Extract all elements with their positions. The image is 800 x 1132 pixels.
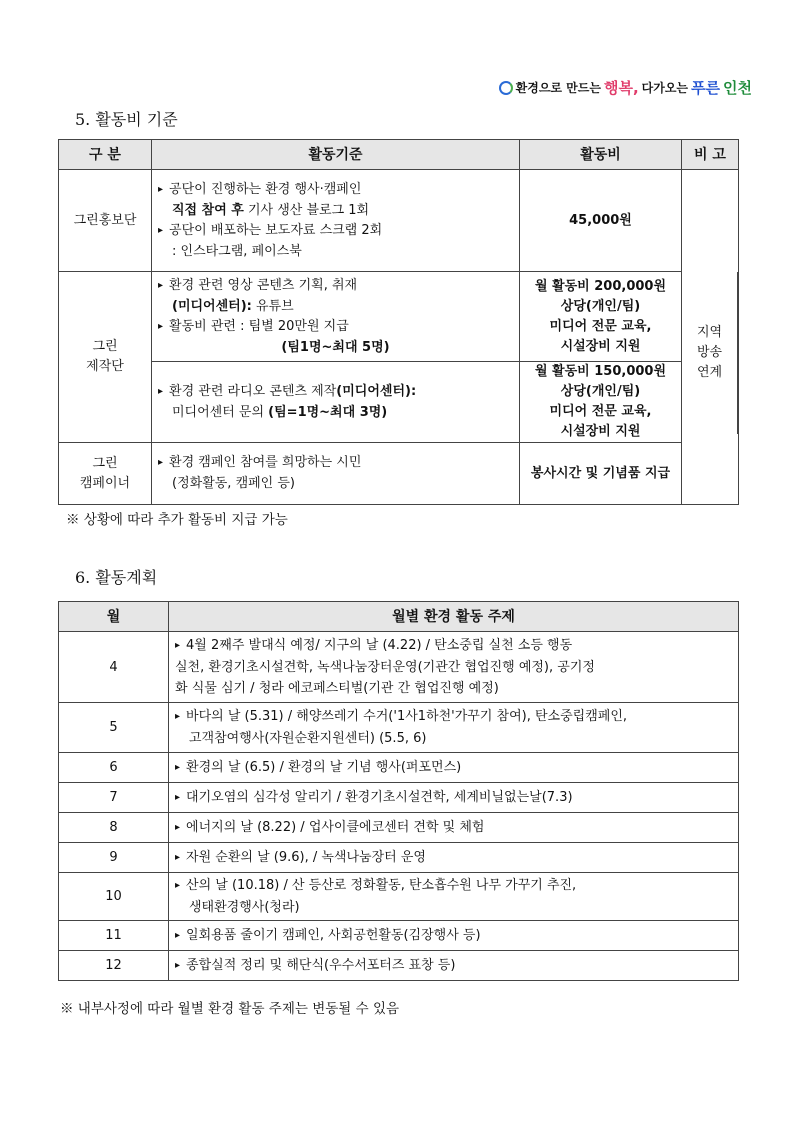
table-row: 6 ▸ 환경의 날 (6.5) / 환경의 날 기념 행사(퍼포먼스) [59, 753, 739, 783]
category-green-camp: 그린 캠페이너 [59, 443, 152, 505]
fee-green-camp: 봉사시간 및 기념품 지급 [520, 443, 682, 505]
header-topic: 월별 환경 활동 주제 [169, 602, 739, 632]
logo-blue: 푸른 [691, 79, 721, 97]
header-criteria: 활동기준 [152, 140, 520, 170]
table-row: 7 ▸ 대기오염의 심각성 알리기 / 환경기초시설견학, 세계비닐없는날(7.3) [59, 783, 739, 813]
table-row: 12 ▸ 종합실적 정리 및 해단식(우수서포터즈 표창 등) [59, 951, 739, 981]
section6-title: 6. 활동계획 [75, 568, 158, 587]
table-row: 9 ▸ 자원 순환의 날 (9.6), / 녹색나눔장터 운영 [59, 843, 739, 873]
section5-title: 5. 활동비 기준 [75, 110, 178, 129]
logo-pre: 환경으로 만드는 [515, 81, 601, 95]
logo-icon [499, 81, 513, 95]
criteria-green-prod-radio: ▸ 환경 관련 라디오 콘텐츠 제작(미디어센터): 미디어센터 문의 (팀=1명~최대 3명) [152, 362, 520, 443]
criteria-green-camp: ▸ 환경 캠페인 참여를 희망하는 시민 (정화활동, 캠페인 등) [152, 443, 520, 505]
section5-note: ※ 상황에 따라 추가 활동비 지급 가능 [66, 512, 288, 528]
criteria-green-prod-video: ▸ 환경 관련 영상 콘텐츠 기획, 취재 (미디어센터): 유튜브 ▸ 활동비 관련 : 팀별 20만원 지급 (팀1명~최대 5명) [152, 272, 520, 362]
fee-green-prod-radio: 월 활동비 150,000원 상당(개인/팀) 미디어 전문 교육, 시설장비 지원 [520, 362, 682, 443]
header-category: 구 분 [59, 140, 152, 170]
list-item: : 인스타그램, 페이스북 [172, 243, 302, 259]
header-remark: 비 고 [682, 140, 739, 170]
logo-mid: 다가오는 [641, 81, 689, 95]
logo-green: 인천 [723, 79, 752, 97]
remark-local-broadcast: 지역 방송 연계 [681, 272, 738, 434]
criteria-green-pr [152, 170, 520, 272]
table-row [59, 272, 739, 362]
table-row [59, 170, 739, 272]
list-item: ▸ 공단이 배포하는 보도자료 스크랩 2회 [158, 221, 513, 242]
table-row: 11 ▸ 일회용품 줄이기 캠페인, 사회공헌활동(김장행사 등) [59, 921, 739, 951]
table-row: 4 ▸ 4월 2째주 발대식 예정/ 지구의 날 (4.22) / 탄소중립 실천 소등 행동 실천, 환경기초시설견학, 녹색나눔장터운영(기관간 협업진행 예정), 공기정 화 식물 심기 / 청라 에코페스티벌(기관 간 협업진행 예정) [59, 632, 739, 703]
plan-table [58, 601, 739, 981]
table-row: 8 ▸ 에너지의 날 (8.22) / 업사이클에코센터 견학 및 체험 [59, 813, 739, 843]
table-row: 10 ▸ 산의 날 (10.18) / 산 등산로 정화활동, 탄소흡수원 나무 가꾸기 추진, 생태환경행사(청라) [59, 873, 739, 921]
table-row [59, 443, 739, 505]
list-item: 직접 참여 후 기사 생산 블로그 1회 [172, 202, 370, 218]
header-month: 월 [59, 602, 169, 632]
fee-table [58, 139, 739, 505]
list-item: ▸ 공단이 진행하는 환경 행사·캠페인 [158, 180, 513, 201]
slogan-logo [499, 77, 752, 98]
fee-green-prod-video: 월 활동비 200,000원 상당(개인/팀) 미디어 전문 교육, 시설장비 지원 [520, 272, 682, 362]
category-green-prod: 그린 제작단 [59, 272, 152, 443]
fee-green-pr: 45,000원 [520, 170, 682, 272]
header-fee: 활동비 [520, 140, 682, 170]
section6-note: ※ 내부사정에 따라 월별 환경 활동 주제는 변동될 수 있음 [60, 1001, 400, 1017]
logo-happy: 행복, [603, 79, 639, 97]
category-green-pr: 그린홍보단 [59, 170, 152, 272]
table-row [59, 362, 739, 443]
table-row: 5 ▸ 바다의 날 (5.31) / 해양쓰레기 수거('1사1하천'가꾸기 참여), 탄소중립캠페인, 고객참여행사(자원순환지원센터) (5.5, 6) [59, 703, 739, 753]
